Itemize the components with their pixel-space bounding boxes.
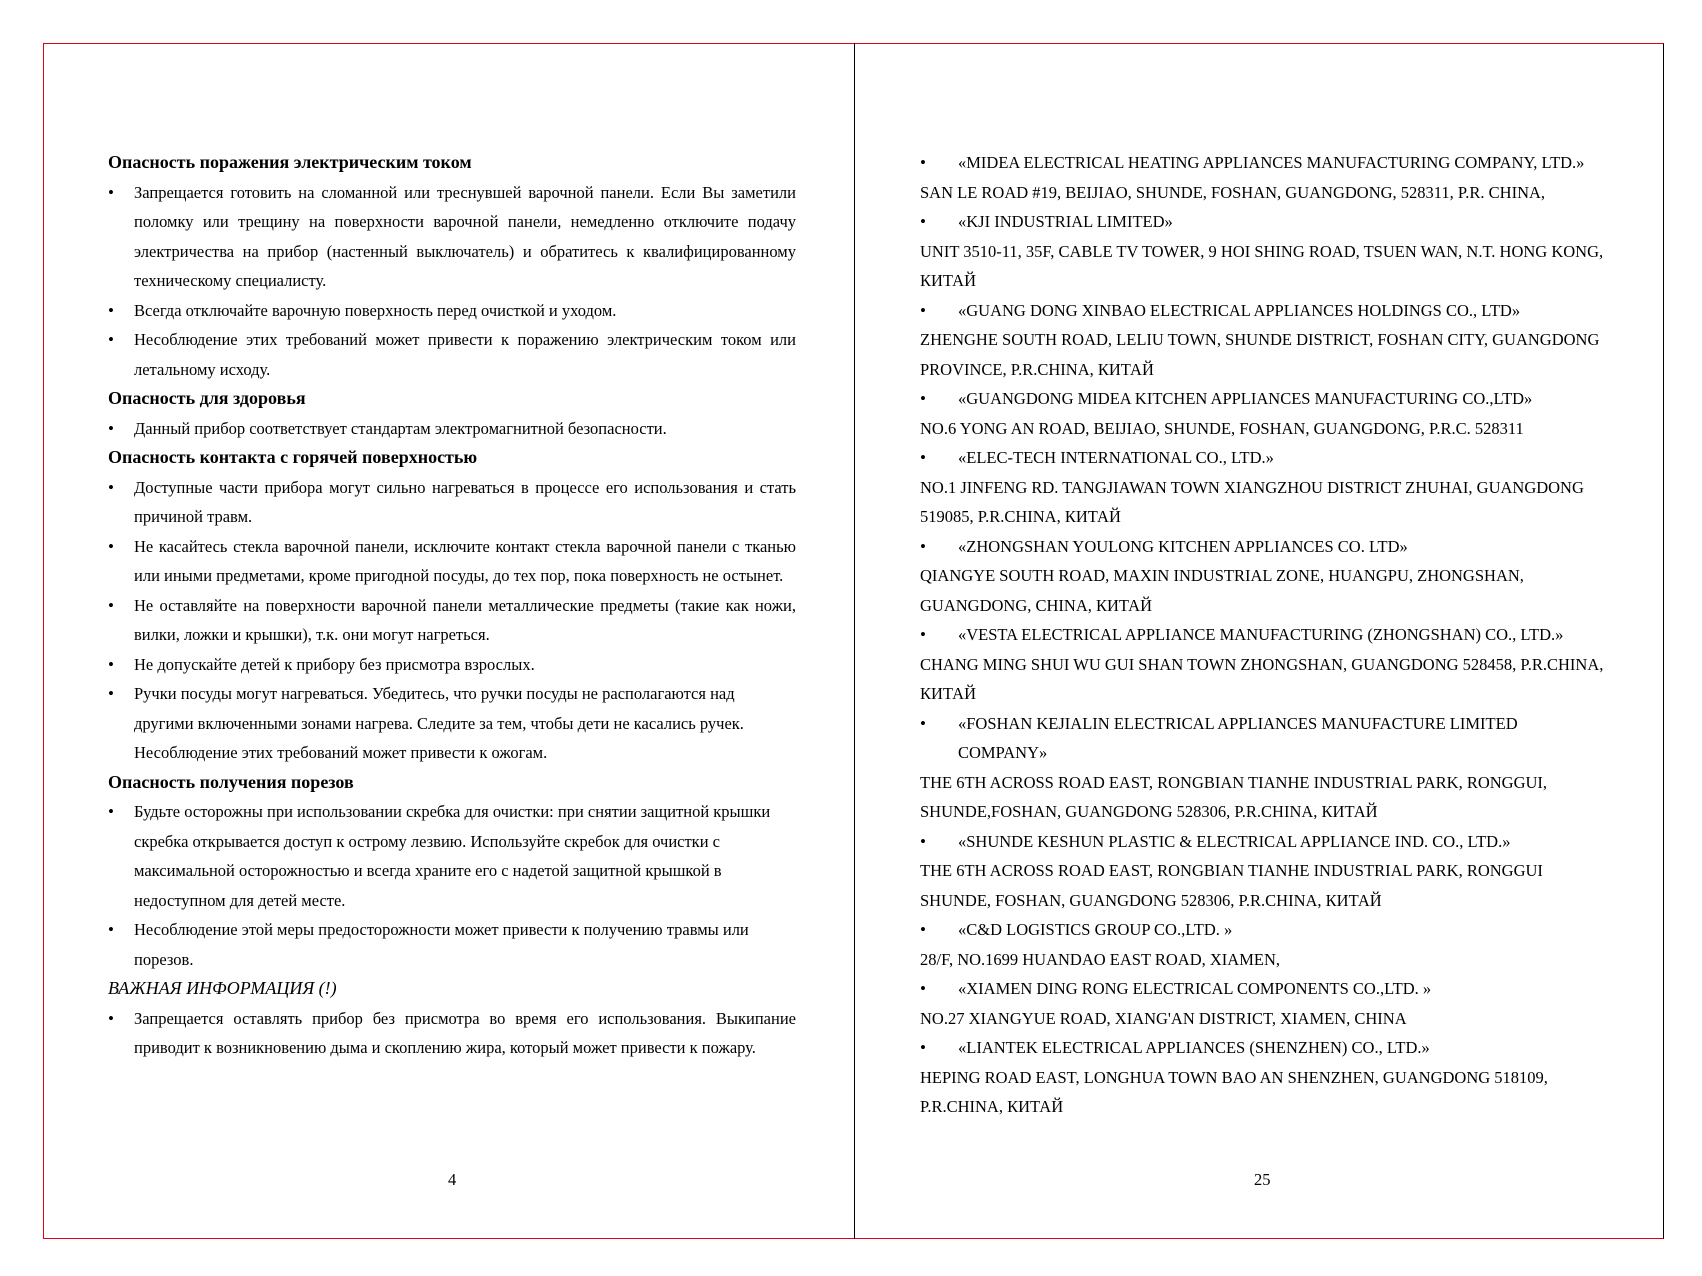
right-page: [920, 148, 1610, 1122]
manufacturer-address: 28/F, NO.1699 HUANDAO EAST ROAD, XIAMEN,: [920, 949, 1281, 969]
bullet-list: [108, 1004, 796, 1063]
manufacturer-entry: [920, 207, 1610, 296]
bullet-list: [108, 414, 796, 444]
manufacturer-address: THE 6TH ACROSS ROAD EAST, RONGBIAN TIANHE INDUSTRIAL PARK, RONGGUI SHUNDE, FOSHAN, GUANGDONG 528306, P.R.CHINA, КИТАЙ: [920, 861, 1543, 910]
manufacturer-address: ZHENGHE SOUTH ROAD, LELIU TOWN, SHUNDE DISTRICT, FOSHAN CITY, GUANGDONG PROVINCE, P.R.CHINA, КИТАЙ: [920, 330, 1600, 379]
manufacturer-name: • «GUANG DONG XINBAO ELECTRICAL APPLIANCES HOLDINGS CO., LTD»: [920, 296, 1610, 326]
manufacturer-address: QIANGYE SOUTH ROAD, MAXIN INDUSTRIAL ZONE, HUANGPU, ZHONGSHAN, GUANGDONG, CHINA, КИТАЙ: [920, 566, 1524, 615]
manufacturer-name: • «MIDEA ELECTRICAL HEATING APPLIANCES MANUFACTURING COMPANY, LTD.»: [920, 148, 1610, 178]
list-item: • Несоблюдение этой меры предосторожности может привести к получению травмы или порезов.: [108, 915, 796, 974]
manufacturer-entry: [920, 915, 1610, 974]
manufacturer-name: • «C&D LOGISTICS GROUP CO.,LTD. »: [920, 915, 1610, 945]
left-page: [108, 148, 796, 1063]
bullet-list: [108, 797, 796, 974]
manufacturer-address: SAN LE ROAD #19, BEIJIAO, SHUNDE, FOSHAN, GUANGDONG, 528311, P.R. CHINA,: [920, 182, 1546, 202]
manufacturer-name: • «GUANGDONG MIDEA KITCHEN APPLIANCES MANUFACTURING CO.,LTD»: [920, 384, 1610, 414]
manufacturer-address: NO.27 XIANGYUE ROAD, XIANG'AN DISTRICT, XIAMEN, CHINA: [920, 1008, 1407, 1028]
section-heading: Опасность для здоровья: [108, 388, 306, 408]
list-item: • Запрещается оставлять прибор без присмотра во время его использования. Выкипание приводит к возникновению дыма и скоплению жира, который может привести к пожару.: [108, 1004, 796, 1063]
manufacturer-name: • «XIAMEN DING RONG ELECTRICAL COMPONENTS CO.,LTD. »: [920, 974, 1610, 1004]
list-item: • Не касайтесь стекла варочной панели, исключите контакт стекла варочной панели с тканью или иными предметами, кроме пригодной посуды, до тех пор, пока поверхность не остынет.: [108, 532, 796, 591]
page-number-right: 25: [1254, 1170, 1271, 1189]
manufacturer-entry: [920, 384, 1610, 443]
manufacturer-name: • «SHUNDE KESHUN PLASTIC & ELECTRICAL APPLIANCE IND. CO., LTD.»: [920, 827, 1610, 857]
manufacturer-name: • «VESTA ELECTRICAL APPLIANCE MANUFACTURING (ZHONGSHAN) CO., LTD.»: [920, 620, 1610, 650]
page-number-left: 4: [448, 1170, 457, 1189]
manufacturer-name: • «LIANTEK ELECTRICAL APPLIANCES (SHENZHEN) CO., LTD.»: [920, 1033, 1610, 1063]
manufacturer-entry: [920, 148, 1610, 207]
list-item: • Не оставляйте на поверхности варочной панели металлические предметы (такие как ножи, вилки, ложки и крышки), т.к. они могут нагреться.: [108, 591, 796, 650]
list-item: • Ручки посуды могут нагреваться. Убедитесь, что ручки посуды не располагаются над другими включенными зонами нагрева. Следите за тем, чтобы дети не касались ручек. Несоблюдение этих требований может привести к ожогам.: [108, 679, 796, 768]
section-heading: Опасность поражения электрическим током: [108, 152, 472, 172]
manufacturer-address: NO.6 YONG AN ROAD, BEIJIAO, SHUNDE, FOSHAN, GUANGDONG, P.R.C. 528311: [920, 418, 1524, 438]
manufacturer-address: CHANG MING SHUI WU GUI SHAN TOWN ZHONGSHAN, GUANGDONG 528458, P.R.CHINA, КИТАЙ: [920, 654, 1604, 703]
manufacturer-entry: [920, 532, 1610, 621]
manufacturer-name: • «ZHONGSHAN YOULONG KITCHEN APPLIANCES CO. LTD»: [920, 532, 1610, 562]
manufacturer-entry: [920, 443, 1610, 532]
manufacturer-name: • «ELEC-TECH INTERNATIONAL CO., LTD.»: [920, 443, 1610, 473]
page-divider: [854, 43, 855, 1239]
manufacturer-address: NO.1 JINFENG RD. TANGJIAWAN TOWN XIANGZHOU DISTRICT ZHUHAI, GUANGDONG 519085, P.R.CHINA, КИТАЙ: [920, 477, 1584, 526]
manufacturer-address: THE 6TH ACROSS ROAD EAST, RONGBIAN TIANHE INDUSTRIAL PARK, RONGGUI, SHUNDE,FOSHAN, GUANGDONG 528306, P.R.CHINA, КИТАЙ: [920, 772, 1548, 821]
bullet-list: [108, 473, 796, 768]
manufacturer-entry: [920, 827, 1610, 916]
important-info-heading: ВАЖНАЯ ИНФОРМАЦИЯ (!): [108, 978, 337, 998]
list-item: • Данный прибор соответствует стандартам электромагнитной безопасности.: [108, 414, 796, 444]
bullet-list: [108, 178, 796, 385]
manufacturer-entry: [920, 974, 1610, 1033]
section-heading: Опасность получения порезов: [108, 771, 354, 792]
manufacturer-entry: [920, 620, 1610, 709]
list-item: • Будьте осторожны при использовании скребка для очистки: при снятии защитной крышки скребка открывается доступ к острому лезвию. Используйте скребок для очистки с максимальной осторожностью и всегда храните его с надетой защитной крышкой в недоступном для детей месте.: [108, 797, 796, 915]
manufacturer-name: • «FOSHAN KEJIALIN ELECTRICAL APPLIANCES MANUFACTURE LIMITED COMPANY»: [920, 709, 1610, 768]
manufacturer-entry: [920, 1033, 1610, 1122]
list-item: • Несоблюдение этих требований может привести к поражению электрическим током или летальному исходу.: [108, 325, 796, 384]
list-item: • Не допускайте детей к прибору без присмотра взрослых.: [108, 650, 796, 680]
section-heading: Опасность контакта с горячей поверхностью: [108, 447, 478, 467]
manufacturer-address: UNIT 3510-11, 35F, CABLE TV TOWER, 9 HOI SHING ROAD, TSUEN WAN, N.T. HONG KONG, КИТАЙ: [920, 241, 1604, 290]
list-item: • Всегда отключайте варочную поверхность перед очисткой и уходом.: [108, 296, 796, 326]
manufacturer-address: HEPING ROAD EAST, LONGHUA TOWN BAO AN SHENZHEN, GUANGDONG 518109, P.R.CHINA, КИТАЙ: [920, 1067, 1548, 1116]
manufacturer-name: • «KJI INDUSTRIAL LIMITED»: [920, 207, 1610, 237]
manufacturer-entry: [920, 296, 1610, 385]
list-item: • Запрещается готовить на сломанной или треснувшей варочной панели. Если Вы заметили поломку или трещину на поверхности варочной панели, немедленно отключите подачу электричества на прибор (настенный выключатель) и обратитесь к квалифицированному техническому специалисту.: [108, 178, 796, 296]
list-item: • Доступные части прибора могут сильно нагреваться в процессе его использования и стать причиной травм.: [108, 473, 796, 532]
manufacturer-entry: [920, 709, 1610, 827]
